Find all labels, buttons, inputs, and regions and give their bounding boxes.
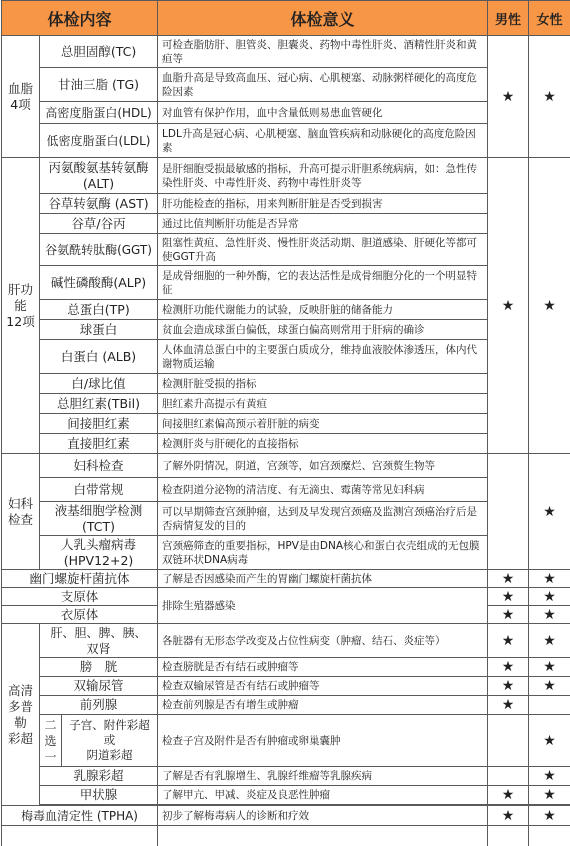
table-row	[2, 374, 570, 394]
table-row-partial	[2, 826, 570, 846]
item-meaning: 人体血清总蛋白中的主要蛋白质成分，维持血液胶体渗透压，体内代谢物质运输	[158, 340, 488, 374]
table-row	[2, 696, 570, 715]
male-star: ★	[488, 606, 529, 624]
item-name: 支原体	[2, 588, 158, 606]
table-row	[2, 194, 570, 214]
female-star: ★	[529, 624, 570, 658]
item-name: 衣原体	[2, 606, 158, 624]
table-row	[2, 158, 570, 194]
male-empty	[488, 454, 529, 570]
item-name: 白/球比值	[40, 374, 158, 394]
table-row	[2, 394, 570, 414]
female-star: ★	[529, 715, 570, 767]
item-name: 直接胆红素	[40, 434, 158, 454]
item-meaning: LDL升高是冠心病、心肌梗塞、脑血管疾病和动脉硬化的高度危险因素	[158, 124, 488, 158]
group-lipid: 血脂 4项	[2, 36, 40, 158]
item-name: 总蛋白(TP)	[40, 300, 158, 320]
table-row	[2, 570, 570, 588]
item-name: 甲状腺	[40, 786, 158, 805]
table-row	[2, 658, 570, 677]
item-meaning: 各脏器有无形态学改变及占位性病变（肿瘤、结石、炎症等）	[158, 624, 488, 658]
male-star: ★	[488, 36, 529, 158]
item-name: 白蛋白 (ALB)	[40, 340, 158, 374]
item-meaning: 可检查脂肪肝、胆管炎、胆囊炎、药物中毒性肝炎、酒精性肝炎和黄疸等	[158, 36, 488, 68]
item-meaning: 排除生殖器感染	[158, 588, 488, 624]
item-name: 子宫、附件彩超 或 阴道彩超	[62, 715, 158, 767]
partial-cell	[529, 826, 570, 846]
item-meaning: 是肝细胞受损最敏感的指标，升高可提示肝胆系统病病，如：急性传染性肝炎、中毒性肝炎、药物中毒性肝炎等	[158, 158, 488, 194]
table-row	[2, 588, 570, 606]
item-name: 人乳头瘤病毒 (HPV12+2)	[40, 536, 158, 570]
table-row	[2, 414, 570, 434]
table-row	[2, 478, 570, 502]
item-meaning: 通过比值判断肝功能是否异常	[158, 214, 488, 234]
male-empty	[488, 767, 529, 786]
group-liver: 肝功 能 12项	[2, 158, 40, 454]
item-name: 高密度脂蛋白(HDL)	[40, 102, 158, 124]
male-star: ★	[488, 696, 529, 715]
item-meaning: 胆红素升高提示有黄疸	[158, 394, 488, 414]
female-empty	[529, 696, 570, 715]
item-name: 前列腺	[40, 696, 158, 715]
table-row	[2, 536, 570, 570]
item-meaning: 了解甲亢、甲减、炎症及良恶性肿瘤	[158, 786, 488, 805]
item-name: 肝、胆、脾、胰、 双肾	[40, 624, 158, 658]
item-name: 谷草/谷丙	[40, 214, 158, 234]
item-meaning: 检测肝功能代谢能力的试验，反映肝脏的储备能力	[158, 300, 488, 320]
item-meaning: 初步了解梅毒病人的诊断和疗效	[158, 806, 488, 826]
male-star: ★	[488, 658, 529, 677]
item-name: 总胆固醇(TC)	[40, 36, 158, 68]
item-name: 丙氨酸氨基转氨酶 (ALT)	[40, 158, 158, 194]
female-star: ★	[529, 677, 570, 696]
table-row	[2, 767, 570, 786]
table-row	[2, 786, 570, 805]
item-meaning: 宫颈癌筛查的重要指标，HPV是由DNA核心和蛋白衣壳组成的无包膜双链环状DNA病毒	[158, 536, 488, 570]
item-meaning: 阻塞性黄疸、急性肝炎、慢性肝炎活动期、胆道感染、肝硬化等都可使GGT升高	[158, 234, 488, 266]
item-meaning: 检查前列腺是否有增生或肿瘤	[158, 696, 488, 715]
item-meaning: 对血管有保护作用，血中含量低则易患血管硬化	[158, 102, 488, 124]
partial-cell	[2, 826, 158, 846]
item-meaning: 可以早期筛查宫颈肿瘤，达到及早发现宫颈癌及监测宫颈癌治疗后是否病情复发的目的	[158, 502, 488, 536]
group-ultrasound: 高清 多普 勒 彩超	[2, 624, 40, 806]
item-name: 双输尿管	[40, 677, 158, 696]
item-meaning: 肝功能检查的指标，用来判断肝脏是否受到损害	[158, 194, 488, 214]
group-gyn: 妇科 检查	[2, 454, 40, 570]
male-star: ★	[488, 677, 529, 696]
male-star: ★	[488, 158, 529, 454]
partial-cell	[488, 826, 529, 846]
female-star: ★	[529, 158, 570, 454]
item-meaning: 检查子宫及附件是否有肿瘤或卵巢囊肿	[158, 715, 488, 767]
table-row	[2, 454, 570, 478]
table-row	[2, 124, 570, 158]
item-meaning: 了解外阴情况，阴道，宫颈等，如宫颈糜烂、宫颈赘生物等	[158, 454, 488, 478]
table-row	[2, 266, 570, 300]
table-row	[2, 300, 570, 320]
female-star: ★	[529, 606, 570, 624]
table-row	[2, 68, 570, 102]
item-name: 间接胆红素	[40, 414, 158, 434]
female-star: ★	[529, 786, 570, 805]
table-row	[2, 502, 570, 536]
table-row	[2, 434, 570, 454]
table-row	[2, 214, 570, 234]
table-row	[2, 624, 570, 658]
header-male: 男性	[488, 1, 529, 36]
item-name: 液基细胞学检测 (TCT)	[40, 502, 158, 536]
item-meaning: 检测肝炎与肝硬化的直接指标	[158, 434, 488, 454]
item-meaning: 检查膀胱是否有结石或肿瘤等	[158, 658, 488, 677]
item-meaning: 检查阴道分泌物的清洁度、有无滴虫、霉菌等常见妇科病	[158, 478, 488, 502]
item-meaning: 检查双输尿管是否有结石或肿瘤等	[158, 677, 488, 696]
table-row	[2, 36, 570, 68]
item-name: 白带常规	[40, 478, 158, 502]
male-star: ★	[488, 806, 529, 826]
item-meaning: 了解是否因感染而产生的胃幽门螺旋杆菌抗体	[158, 570, 488, 588]
checkup-table	[1, 0, 570, 846]
female-star: ★	[529, 36, 570, 158]
table-row	[2, 320, 570, 340]
female-star: ★	[529, 767, 570, 786]
header-content: 体检内容	[2, 1, 158, 36]
item-name: 梅毒血清定性 (TPHA)	[2, 806, 158, 826]
female-star: ★	[529, 806, 570, 826]
item-name: 总胆红素(TBil)	[40, 394, 158, 414]
male-star: ★	[488, 570, 529, 588]
partial-cell	[158, 826, 488, 846]
item-name: 乳腺彩超	[40, 767, 158, 786]
table-row	[2, 806, 570, 826]
male-star: ★	[488, 786, 529, 805]
male-star: ★	[488, 624, 529, 658]
item-meaning: 间接胆红素偏高预示着肝脏的病变	[158, 414, 488, 434]
header-row	[2, 1, 570, 36]
item-meaning: 检测肝脏受损的指标	[158, 374, 488, 394]
item-name: 膀 胱	[40, 658, 158, 677]
female-star: ★	[529, 588, 570, 606]
table-row	[2, 340, 570, 374]
item-name: 妇科检查	[40, 454, 158, 478]
item-name: 谷草转氨酶 (AST)	[40, 194, 158, 214]
header-female: 女性	[529, 1, 570, 36]
header-meaning: 体检意义	[158, 1, 488, 36]
female-star: ★	[529, 658, 570, 677]
table-row	[2, 715, 570, 767]
female-star: ★	[529, 454, 570, 570]
item-name: 幽门螺旋杆菌抗体	[2, 570, 158, 588]
item-meaning: 了解是否有乳腺增生、乳腺纤维瘤等乳腺疾病	[158, 767, 488, 786]
choose-one-label: 二 选 一	[40, 715, 62, 767]
male-star: ★	[488, 588, 529, 606]
item-name: 甘油三脂 (TG)	[40, 68, 158, 102]
item-name: 碱性磷酸酶(ALP)	[40, 266, 158, 300]
female-star: ★	[529, 570, 570, 588]
table-row	[2, 677, 570, 696]
table-row	[2, 234, 570, 266]
male-empty	[488, 715, 529, 767]
item-name: 低密度脂蛋白(LDL)	[40, 124, 158, 158]
item-name: 球蛋白	[40, 320, 158, 340]
item-name: 谷氨酰转肽酶(GGT)	[40, 234, 158, 266]
item-meaning: 是成骨细胞的一种外酶，它的表达活性是成骨细胞分化的一个明显特征	[158, 266, 488, 300]
item-meaning: 血脂升高是导致高血压、冠心病、心肌梗塞、动脉粥样硬化的高度危险因素	[158, 68, 488, 102]
item-meaning: 贫血会造成球蛋白偏低，球蛋白偏高则常用于肝病的确诊	[158, 320, 488, 340]
table-row	[2, 102, 570, 124]
